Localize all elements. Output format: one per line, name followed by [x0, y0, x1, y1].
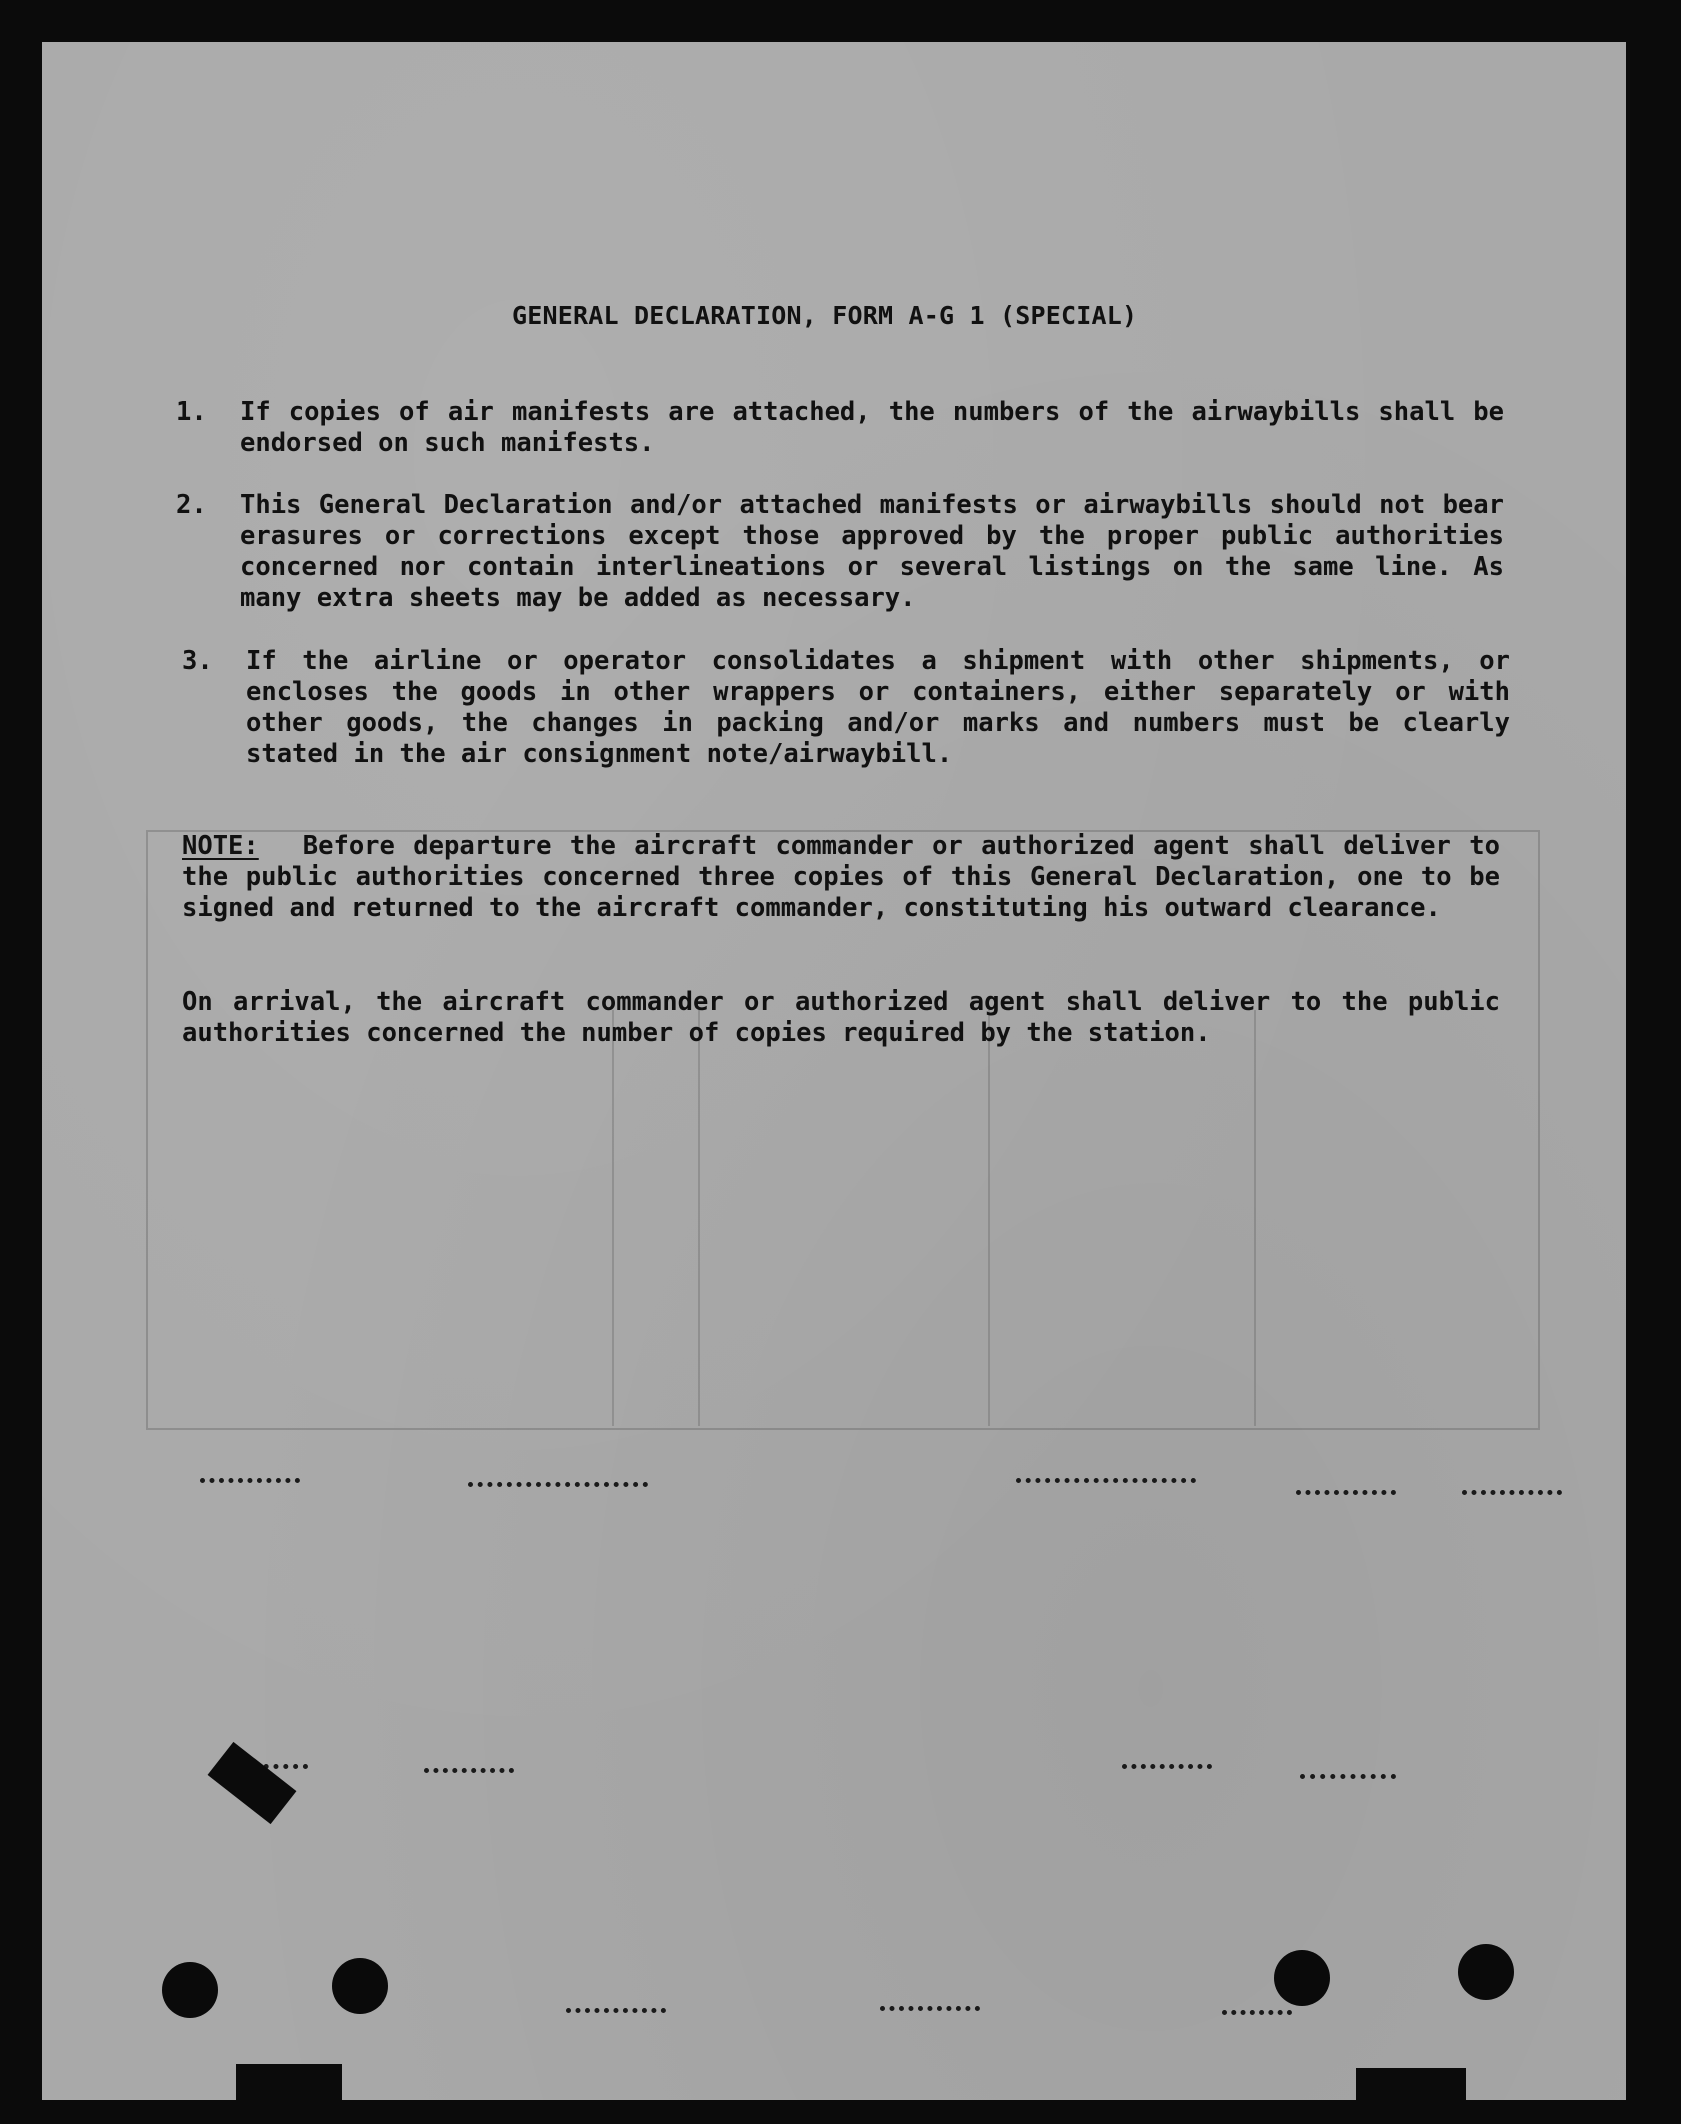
note-text: Before departure the aircraft commander or authorized agent shall deliver to the public authorities concerned three copies of this General Declaration, one to be signed and returned to the aircraft commander, constituting his outward clearance.	[182, 831, 1500, 923]
item-number: 2.	[176, 490, 207, 520]
note-paragraph	[182, 831, 1500, 924]
page-title: GENERAL DECLARATION, FORM A-G 1 (SPECIAL)	[512, 301, 1138, 330]
note-label: NOTE:	[182, 831, 259, 861]
item-number: 3.	[182, 646, 213, 676]
item-text: If the airline or operator consolidates a shipment with other shipments, or encloses the goods in other wrappers or containers, either separately or with other goods, the changes in packing and/or marks and numbers must be clearly stated in the air consignment note/airwaybill.	[246, 646, 1510, 769]
item-text: This General Declaration and/or attached manifests or airwaybills should not bear erasures or corrections except those approved by the proper public authorities concerned nor contain interlineations or several listings on the same line. As many extra sheets may be added as necessary.	[240, 490, 1504, 613]
item-number: 1.	[176, 397, 207, 427]
arrival-paragraph: On arrival, the aircraft commander or authorized agent shall deliver to the public authorities concerned the number of copies required by the station.	[182, 987, 1500, 1048]
item-text: If copies of air manifests are attached, the numbers of the airwaybills shall be endorsed on such manifests.	[240, 397, 1504, 458]
